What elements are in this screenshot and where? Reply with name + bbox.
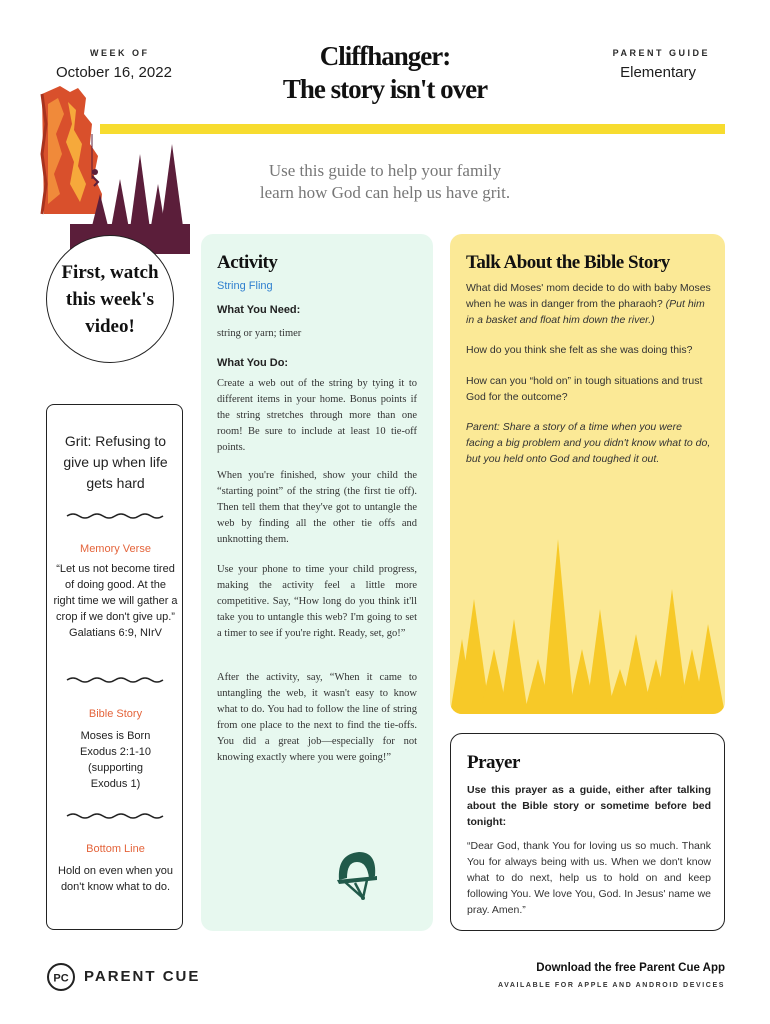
header-divider-bar (100, 124, 725, 134)
activity-name: String Fling (217, 280, 273, 292)
availability-text: AVAILABLE FOR APPLE AND ANDROID DEVICES (497, 982, 725, 989)
download-app-text: Download the free Parent Cue App (536, 962, 725, 974)
question-1-text: What did Moses' mom decide to do with baby Moses when he was in danger from the pharaoh? (466, 282, 711, 310)
bottom-line-text: Hold on even when you don't know what to do. (58, 865, 173, 893)
parent-note: Parent: Share a story of a time when you were facing a big problem and you didn't know what to do, but you held onto God and toughed it out. (466, 421, 711, 465)
guide-level: Elementary (620, 64, 696, 81)
page-title (240, 40, 530, 106)
bible-story-line-3: (supporting (87, 762, 144, 774)
squiggle-divider (65, 811, 165, 821)
prayer-text: “Dear God, thank You for loving us so much. Thank You for always being with us. When we don't know what to do next, help us to hold on and keep following You. We love You, God. In Jesus' name we pray. Amen.” (467, 840, 711, 916)
activity-step-1: Create a web out of the string by tying it to different items in your home. Bonus points if the string stretches through more than one room! Be sure to include at least 10 tie-off points. (217, 378, 417, 453)
bible-story-line-4: Exodus 1) (90, 778, 141, 790)
intro-text (200, 160, 570, 204)
memory-verse-reference: Galatians 6:9, NIrV (69, 627, 162, 639)
squiggle-divider (65, 675, 165, 685)
prayer-card (450, 733, 725, 931)
bible-story-line-1: Moses is Born (80, 730, 151, 742)
bible-talk-heading: Talk About the Bible Story (466, 252, 670, 273)
bible-story-line-2: Exodus 2:1-10 (80, 746, 151, 758)
question-3: How can you “hold on” in tough situations and trust God for the outcome? (466, 375, 703, 403)
activity-step-2: When you're finished, show your child the “starting point” of the string (the first tie off). Then tell them that they've got to untangle the web by finding all the other tie offs and unknotting them. (217, 470, 417, 545)
logo-monogram: PC (53, 972, 69, 985)
parent-cue-logo-icon (46, 962, 76, 992)
parent-cue-logo (46, 962, 76, 992)
intro-line-1: Use this guide to help your family (268, 161, 502, 180)
prayer-heading: Prayer (467, 752, 520, 773)
video-line-2: this week's (65, 288, 155, 310)
answer-1-text: (Put him in a basket and float him down the river.) (466, 298, 705, 326)
activity-heading: Activity (217, 252, 278, 273)
video-line-3: video! (85, 315, 135, 337)
cliff-forest-illustration (40, 84, 190, 254)
intro-line-2: learn how God can help us have grit. (259, 183, 511, 202)
activity-step-3: Use your phone to time your child progress, making the activity feel a little more competitive. Say, “How long do you think it'll take you to untangle this web? I'm going to set a timer to see if you're right. Ready, set, go!” (217, 564, 417, 639)
theme-text: Grit: Refusing to give up when life gets hard (63, 433, 168, 491)
climbing-helmet-illustration (333, 846, 381, 900)
summary-sidebar (46, 404, 183, 930)
bible-story (53, 728, 178, 792)
memory-verse-label: Memory Verse (80, 543, 151, 555)
question-1 (466, 280, 711, 328)
yellow-forest-illustration (450, 499, 725, 714)
week-date: October 16, 2022 (56, 64, 172, 81)
title-line-1: Cliffhanger: (319, 41, 451, 71)
prayer-intro: Use this prayer as a guide, either after talking about the Bible story or sometime before bed tonight: (467, 784, 711, 828)
need-text: string or yarn; timer (217, 328, 302, 339)
bottom-line-label: Bottom Line (86, 843, 145, 855)
bible-talk-card (450, 234, 725, 714)
brand-name: PARENT CUE (84, 968, 201, 985)
guide-label: PARENT GUIDE (612, 48, 710, 58)
do-label: What You Do: (217, 357, 289, 369)
video-line-1: First, watch (61, 261, 159, 283)
bible-story-label: Bible Story (88, 708, 143, 720)
squiggle-divider (65, 511, 165, 521)
activity-card (201, 234, 433, 931)
memory-verse (53, 561, 178, 641)
week-label: WEEK OF (90, 48, 150, 58)
activity-step-4: After the activity, say, “When it came to untangling the web, it wasn't easy to know what to do. You had to follow the line of string from one place to the next to find the tie-offs. You did a great job—especially for not knowing exactly where you were going!” (217, 672, 417, 763)
watch-video-circle (46, 235, 174, 363)
title-line-2: The story isn't over (282, 74, 488, 104)
question-2: How do you think she felt as she was doing this? (466, 344, 693, 356)
memory-verse-text: “Let us not become tired of doing good. At the right time we will gather a crop if we don't give up.” (53, 563, 178, 623)
need-label: What You Need: (217, 304, 301, 316)
